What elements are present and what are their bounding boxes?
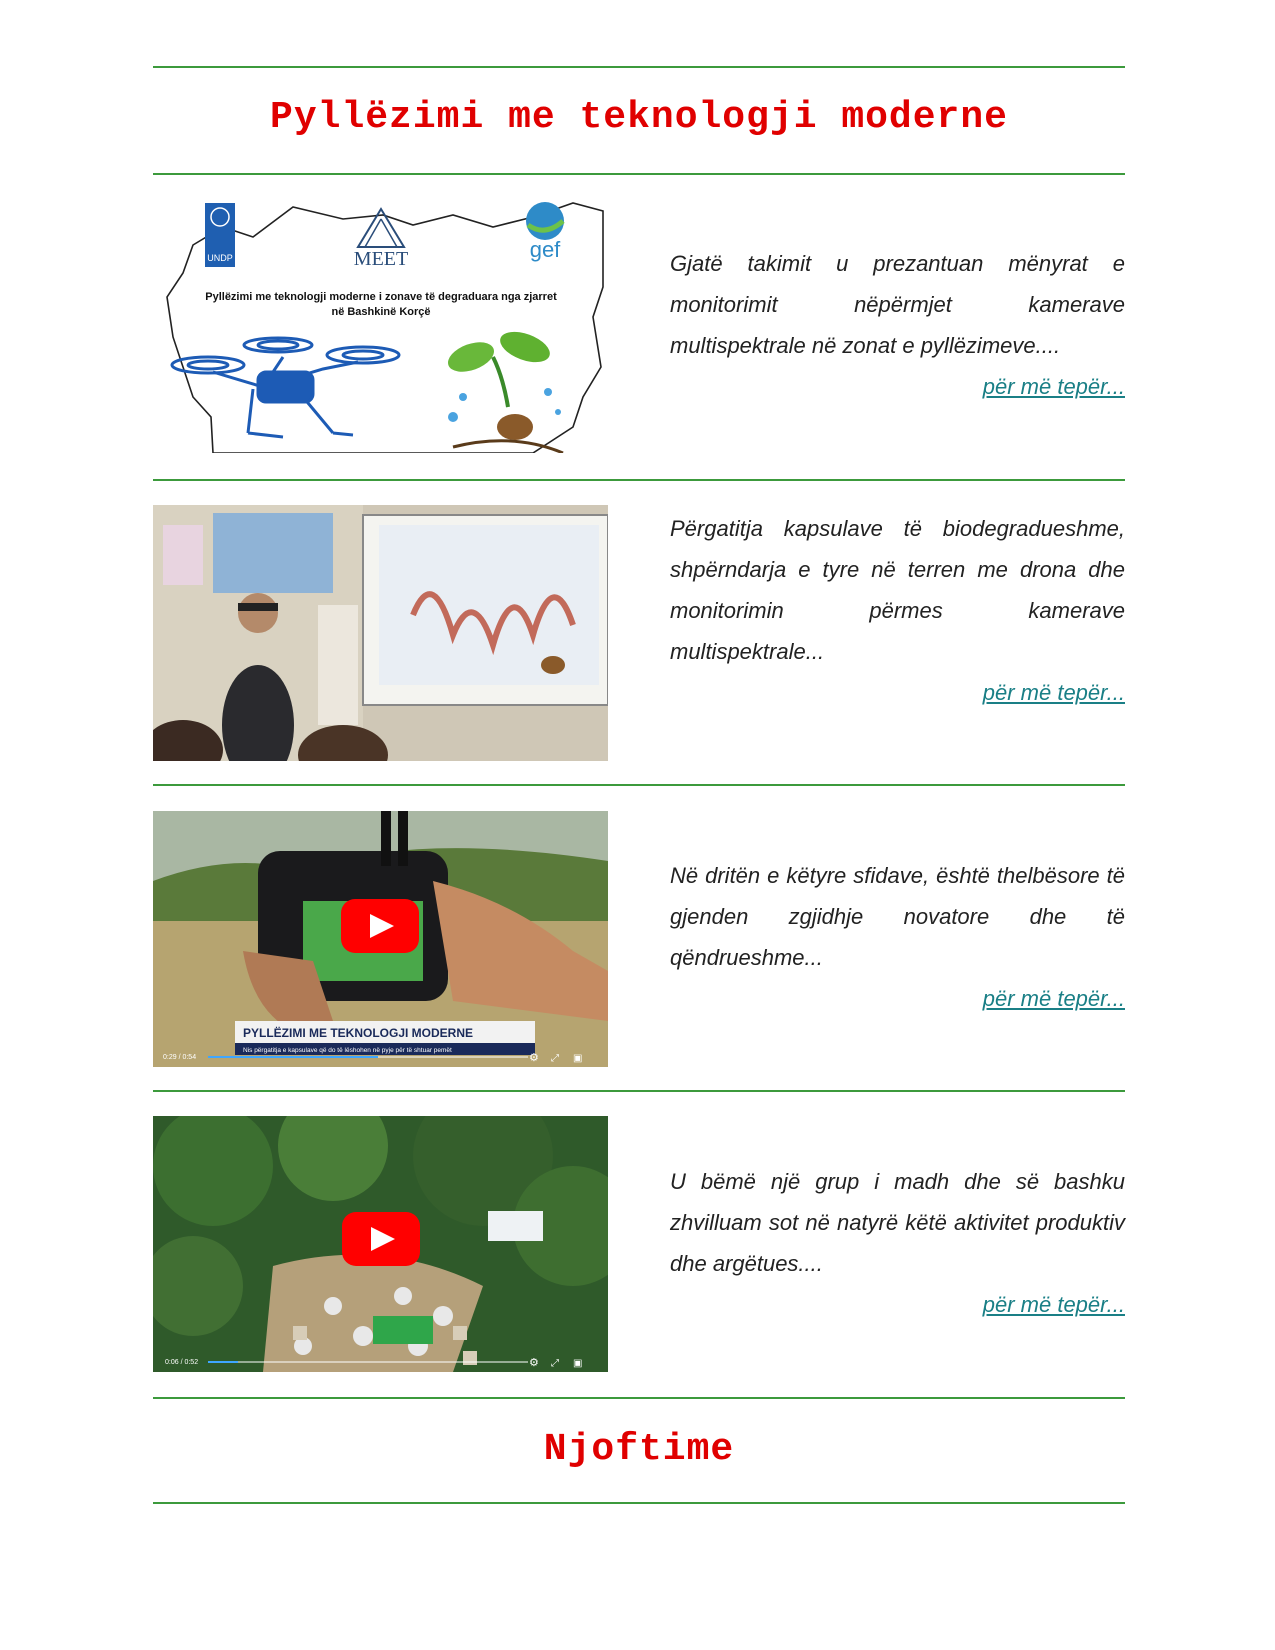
gear-icon: ⚙ <box>529 1357 539 1369</box>
video-subtitle-text: Nis përgatitja e kapsulave që do të lëshohen në pyje për të shtuar pemët <box>243 1047 452 1054</box>
article-1-text <box>670 243 1125 407</box>
gef-logo <box>526 202 564 262</box>
undp-logo-text: UNDP <box>207 253 233 263</box>
undp-logo <box>205 203 235 267</box>
fullscreen-icon: ⤢ <box>551 1053 559 1064</box>
video-time: 0:06 / 0:52 <box>165 1359 199 1366</box>
video-banner-text: PYLLËZIMI ME TEKNOLOGJI MODERNE <box>243 1026 474 1040</box>
section-title-njoftime: Njoftime <box>543 1428 735 1471</box>
image-caption-line1: Pyllëzimi me teknologji moderne i zonave të degraduara nga zjarret <box>205 291 557 303</box>
article-2-image[interactable] <box>153 505 608 761</box>
title-rule <box>153 173 1125 175</box>
article-2-text <box>670 508 1125 713</box>
article-1-summary: Gjatë takimit u prezantuan mënyrat e monitorimit nëpërmjet kamerave multispektrale në zonat e pyllëzimeve.... <box>670 251 1125 358</box>
article-2-summary: Përgatitja kapsulave të biodegradueshme, shpërndarja e tyre në terren me drona dhe monitorimin përmes kamerave multispektrale... <box>670 516 1125 664</box>
gear-icon: ⚙ <box>529 1052 539 1064</box>
meet-logo-text: MEET <box>353 248 409 270</box>
gef-logo-text: gef <box>529 237 561 262</box>
video-time: 0:29 / 0:54 <box>163 1054 197 1061</box>
article-1-rule <box>153 479 1125 481</box>
article-3-video[interactable] <box>153 811 608 1067</box>
pip-icon: ▣ <box>573 1053 583 1064</box>
top-rule <box>153 66 1125 68</box>
article-2-rule <box>153 784 1125 786</box>
article-4-rule <box>153 1397 1125 1399</box>
fullscreen-icon: ⤢ <box>551 1358 559 1369</box>
article-4-text <box>670 1161 1125 1325</box>
youtube-play-button[interactable] <box>342 1212 420 1266</box>
article-3-more-link[interactable]: për më tepër... <box>982 986 1125 1011</box>
article-4-summary: U bëmë një grup i madh dhe së bashku zhvilluam sot në natyrë këtë aktivitet produktiv dhe argëtues.... <box>670 1169 1125 1276</box>
article-4-more-link[interactable]: për më tepër... <box>982 1292 1125 1317</box>
article-3-text <box>670 855 1125 1019</box>
article-2-more-link[interactable]: për më tepër... <box>982 680 1125 705</box>
youtube-play-button[interactable] <box>341 899 419 953</box>
article-1-image[interactable] <box>153 197 608 453</box>
article-3-summary: Në dritën e këtyre sfidave, është thelbësore të gjenden zgjidhje novatore dhe të qëndrueshme... <box>670 863 1125 970</box>
article-4-video[interactable] <box>153 1116 608 1372</box>
image-caption-line2: në Bashkinë Korçë <box>331 306 431 318</box>
article-3-rule <box>153 1090 1125 1092</box>
pip-icon: ▣ <box>573 1358 583 1369</box>
article-1-more-link[interactable]: për më tepër... <box>982 374 1125 399</box>
bottom-rule <box>153 1502 1125 1504</box>
page-title: Pyllëzimi me teknologji moderne <box>270 96 1008 139</box>
